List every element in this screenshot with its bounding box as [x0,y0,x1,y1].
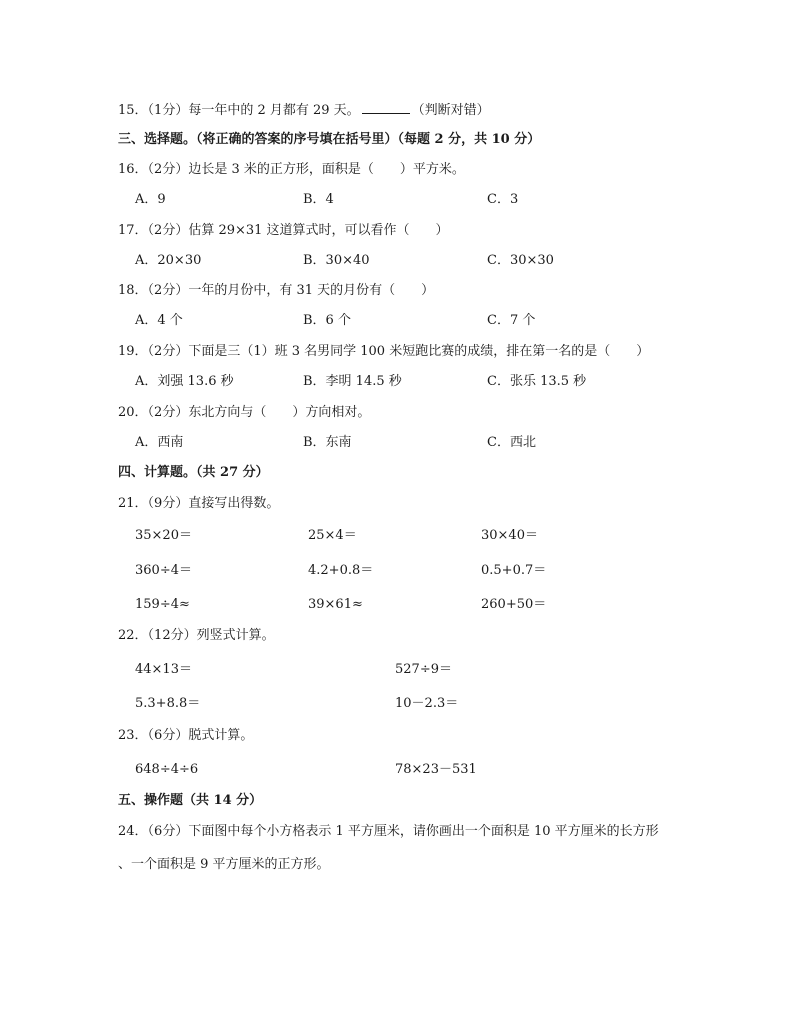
q21-item: 35×20＝ [135,528,192,543]
section-4-heading: 四、计算题。（共 27 分） [118,465,269,480]
section-5-heading: 五、操作题（共 14 分） [118,793,263,808]
q15-text: 15．（1分）每一年中的 2 月都有 29 天。 [118,103,360,118]
q15 [118,101,490,120]
q16-option-a: A．9 [135,192,166,207]
q21-item: 25×4＝ [308,528,357,543]
q19: 19．（2分）下面是三（1）班 3 名男同学 100 米短跑比赛的成绩，排在第一名的是（ ） [118,344,650,359]
q20: 20．（2分）东北方向与（ ）方向相对。 [118,405,371,420]
q22: 22．（12分）列竖式计算。 [118,628,275,643]
q21-item: 159÷4≈ [135,597,190,612]
q18-option-a: A．4 个 [135,313,183,328]
q21-item: 0.5+0.7＝ [481,563,547,578]
q19-option-c: C．张乐 13.5 秒 [487,374,587,389]
q22-item: 10－2.3＝ [395,696,459,711]
section-3-heading: 三、选择题。（将正确的答案的序号填在括号里）（每题 2 分，共 10 分） [118,132,541,147]
q20-option-b: B．东南 [303,435,352,450]
q21-item: 4.2+0.8＝ [308,563,374,578]
q16-option-b: B．4 [303,192,334,207]
q18: 18．（2分）一年的月份中，有 31 天的月份有（ ） [118,283,435,298]
q21-item: 260+50＝ [481,597,547,612]
q21-item: 39×61≈ [308,597,363,612]
q20-option-c: C．西北 [487,435,536,450]
q17-option-c: C．30×30 [487,253,554,268]
q17: 17．（2分）估算 29×31 这道算式时，可以看作（ ） [118,223,449,238]
q21-item: 360÷4＝ [135,563,192,578]
q19-option-b: B．李明 14.5 秒 [303,374,402,389]
q22-item: 5.3+8.8＝ [135,696,201,711]
q18-option-b: B．6 个 [303,313,351,328]
q15-suffix: （判断对错） [411,103,490,118]
q16-option-c: C．3 [487,192,519,207]
q17-option-a: A．20×30 [135,253,202,268]
q17-option-b: B．30×40 [303,253,370,268]
q19-option-a: A．刘强 13.6 秒 [135,374,234,389]
q23-item: 78×23－531 [395,762,477,777]
q22-item: 527÷9＝ [395,662,452,677]
q18-option-c: C．7 个 [487,313,536,328]
q23: 23．（6分）脱式计算。 [118,728,254,743]
q16: 16．（2分）边长是 3 米的正方形，面积是（ ）平方米。 [118,162,465,177]
q21-item: 30×40＝ [481,528,538,543]
q23-item: 648÷4÷6 [135,762,199,777]
q21: 21．（9分）直接写出得数。 [118,496,280,511]
q20-option-a: A．西南 [135,435,184,450]
answer-blank[interactable] [362,101,410,114]
q22-item: 44×13＝ [135,662,192,677]
q24-line-1: 24．（6分）下面图中每个小方格表示 1 平方厘米，请你画出一个面积是 10 平方厘米的长方形 [118,824,659,839]
q24-line-2: 、一个面积是 9 平方厘米的正方形。 [118,857,330,872]
